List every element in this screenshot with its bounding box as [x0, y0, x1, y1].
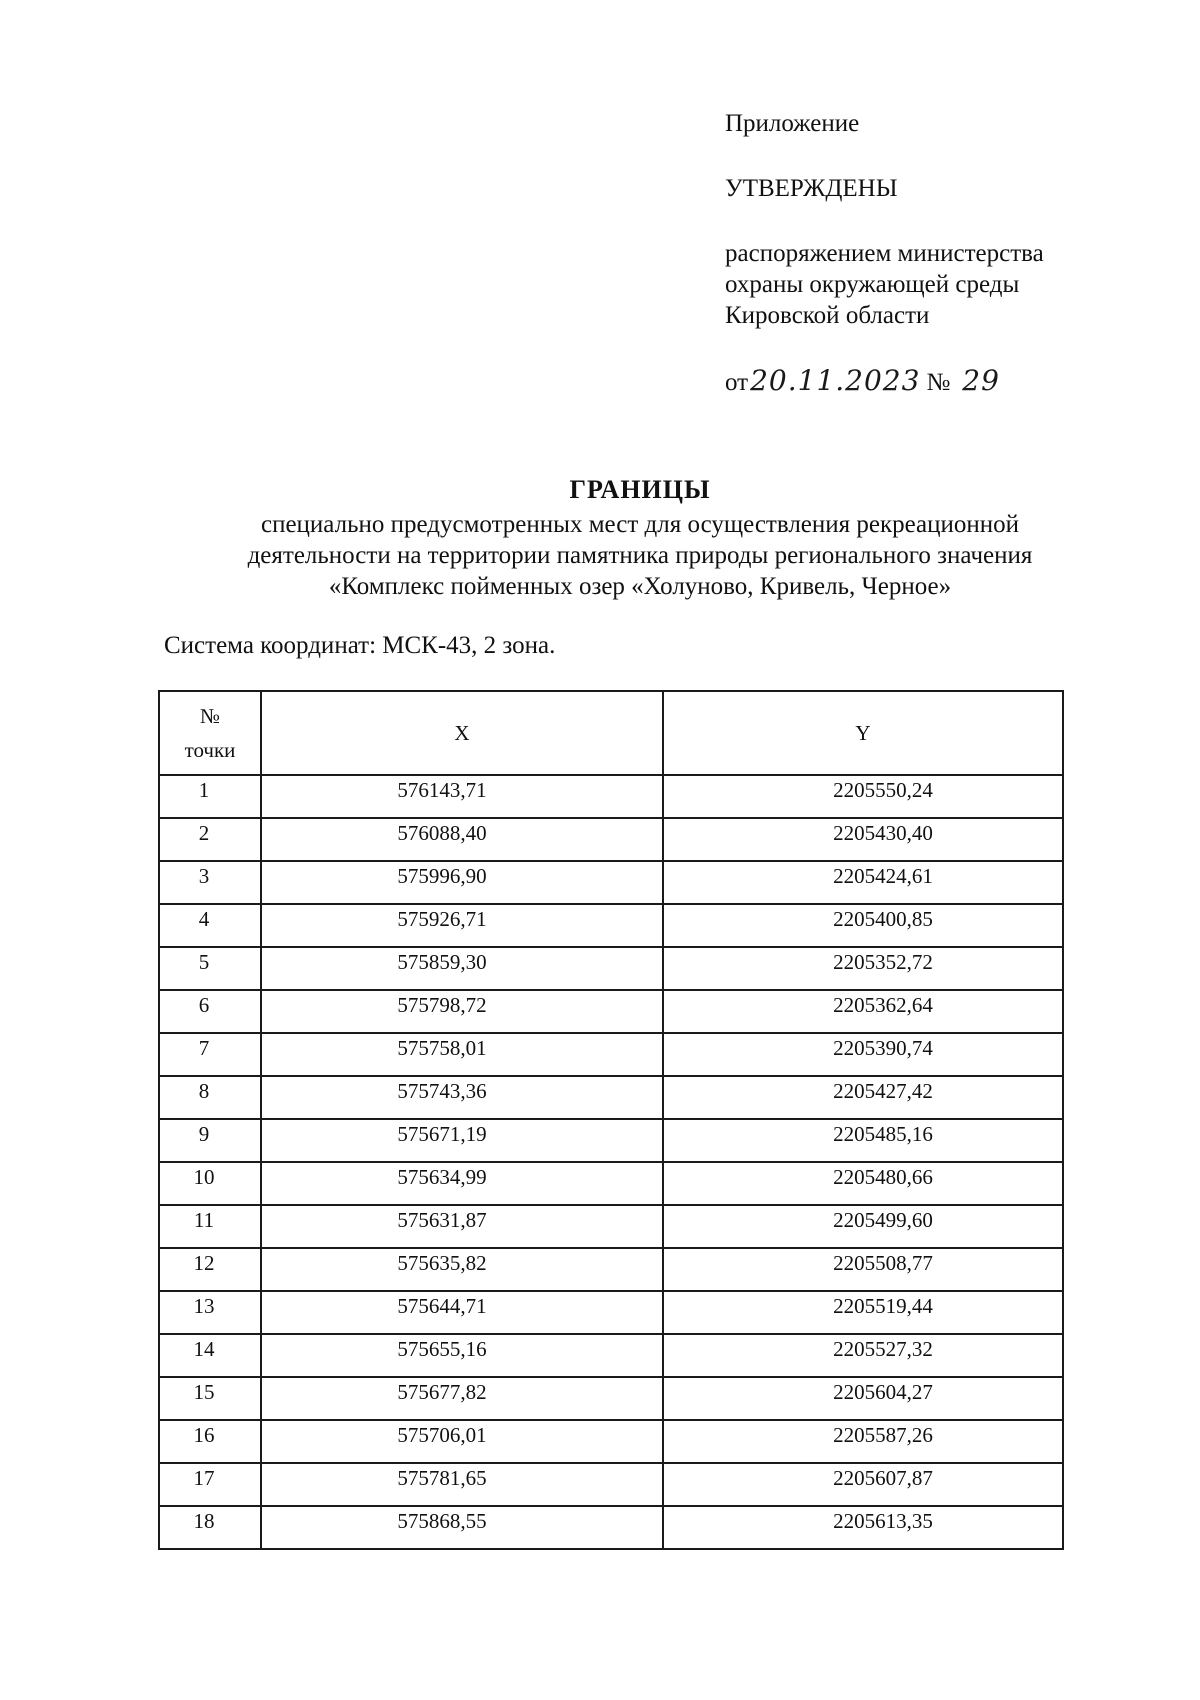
y-coordinate-cell: 2205427,42 — [663, 1076, 1063, 1119]
table-row — [159, 1506, 1063, 1549]
table-row — [159, 904, 1063, 947]
y-coordinate-cell: 2205362,64 — [663, 990, 1063, 1033]
order-date: 20.11.2023 — [750, 364, 921, 397]
x-coordinate-cell: 575758,01 — [261, 1033, 663, 1076]
y-coordinate-cell: 2205604,27 — [663, 1377, 1063, 1420]
x-coordinate-cell: 575706,01 — [261, 1420, 663, 1463]
point-number-cell: 8 — [159, 1076, 261, 1119]
table-row — [159, 1463, 1063, 1506]
from-label: от — [725, 369, 749, 396]
authority-line: Кировской области — [725, 302, 930, 329]
table-row — [159, 1377, 1063, 1420]
y-coordinate-cell: 2205352,72 — [663, 947, 1063, 990]
table-row — [159, 1076, 1063, 1119]
title-line: «Комплекс пойменных озер «Холуново, Кривель, Черное» — [328, 573, 952, 600]
table-row — [159, 1162, 1063, 1205]
x-coordinate-cell: 575926,71 — [261, 904, 663, 947]
point-number-header-symbol: № — [199, 704, 221, 728]
boundary-points-table — [158, 690, 1064, 1550]
table-row — [159, 1248, 1063, 1291]
title-line: деятельности на территории памятника природы регионального значения — [247, 542, 1033, 569]
point-number-cell: 3 — [159, 861, 261, 904]
y-coordinate-cell: 2205613,35 — [663, 1506, 1063, 1549]
table-row — [159, 947, 1063, 990]
point-number-header — [159, 691, 261, 775]
title-line: специально предусмотренных мест для осуществления рекреационной — [260, 511, 1020, 538]
table-row — [159, 1119, 1063, 1162]
x-header: X — [261, 691, 663, 775]
x-coordinate-cell: 575634,99 — [261, 1162, 663, 1205]
y-coordinate-cell: 2205430,40 — [663, 818, 1063, 861]
point-number-cell: 16 — [159, 1420, 261, 1463]
point-number-cell: 14 — [159, 1334, 261, 1377]
point-number-cell: 2 — [159, 818, 261, 861]
x-coordinate-cell: 575635,82 — [261, 1248, 663, 1291]
y-coordinate-cell: 2205390,74 — [663, 1033, 1063, 1076]
point-number-cell: 1 — [159, 775, 261, 818]
coordinate-system-note: Система координат: МСК-43, 2 зона. — [164, 632, 556, 659]
x-coordinate-cell: 575798,72 — [261, 990, 663, 1033]
order-number: 29 — [962, 364, 1000, 397]
table-row — [159, 861, 1063, 904]
x-coordinate-cell: 575631,87 — [261, 1205, 663, 1248]
point-number-cell: 7 — [159, 1033, 261, 1076]
point-number-cell: 13 — [159, 1291, 261, 1334]
y-coordinate-cell: 2205519,44 — [663, 1291, 1063, 1334]
y-coordinate-cell: 2205508,77 — [663, 1248, 1063, 1291]
point-number-cell: 18 — [159, 1506, 261, 1549]
y-header: Y — [663, 691, 1063, 775]
issuing-authority — [725, 238, 1145, 331]
point-number-cell: 9 — [159, 1119, 261, 1162]
x-coordinate-cell: 575996,90 — [261, 861, 663, 904]
y-coordinate-cell: 2205400,85 — [663, 904, 1063, 947]
point-number-cell: 12 — [159, 1248, 261, 1291]
document-title-block — [150, 474, 1130, 602]
x-coordinate-cell: 575781,65 — [261, 1463, 663, 1506]
authority-line: распоряжением министерства — [725, 240, 1044, 267]
point-number-header-label: точки — [184, 738, 236, 762]
x-coordinate-cell: 575671,19 — [261, 1119, 663, 1162]
order-date-number — [725, 365, 1145, 398]
document-heading: ГРАНИЦЫ — [569, 475, 711, 504]
table-row — [159, 1291, 1063, 1334]
y-coordinate-cell: 2205424,61 — [663, 861, 1063, 904]
y-coordinate-cell: 2205480,66 — [663, 1162, 1063, 1205]
point-number-cell: 10 — [159, 1162, 261, 1205]
point-number-cell: 15 — [159, 1377, 261, 1420]
x-coordinate-cell: 575655,16 — [261, 1334, 663, 1377]
approval-block — [725, 108, 1145, 398]
table-row — [159, 1205, 1063, 1248]
table-row — [159, 1334, 1063, 1377]
authority-line: охраны окружающей среды — [725, 271, 1020, 298]
table-header-row — [159, 691, 1063, 775]
x-coordinate-cell: 576088,40 — [261, 818, 663, 861]
y-coordinate-cell: 2205550,24 — [663, 775, 1063, 818]
table-row — [159, 1420, 1063, 1463]
y-coordinate-cell: 2205527,32 — [663, 1334, 1063, 1377]
x-coordinate-cell: 575859,30 — [261, 947, 663, 990]
y-coordinate-cell: 2205485,16 — [663, 1119, 1063, 1162]
x-coordinate-cell: 575677,82 — [261, 1377, 663, 1420]
x-coordinate-cell: 575868,55 — [261, 1506, 663, 1549]
table-row — [159, 990, 1063, 1033]
approved-label: УТВЕРЖДЕНЫ — [725, 175, 898, 202]
x-coordinate-cell: 575743,36 — [261, 1076, 663, 1119]
x-coordinate-cell: 575644,71 — [261, 1291, 663, 1334]
y-coordinate-cell: 2205587,26 — [663, 1420, 1063, 1463]
x-coordinate-cell: 576143,71 — [261, 775, 663, 818]
point-number-cell: 17 — [159, 1463, 261, 1506]
table-row — [159, 1033, 1063, 1076]
point-number-cell: 5 — [159, 947, 261, 990]
annex-label: Приложение — [725, 110, 860, 137]
point-number-cell: 4 — [159, 904, 261, 947]
table-row — [159, 818, 1063, 861]
point-number-cell: 11 — [159, 1205, 261, 1248]
y-coordinate-cell: 2205607,87 — [663, 1463, 1063, 1506]
y-coordinate-cell: 2205499,60 — [663, 1205, 1063, 1248]
table-row — [159, 775, 1063, 818]
point-number-cell: 6 — [159, 990, 261, 1033]
number-label: № — [926, 369, 951, 396]
